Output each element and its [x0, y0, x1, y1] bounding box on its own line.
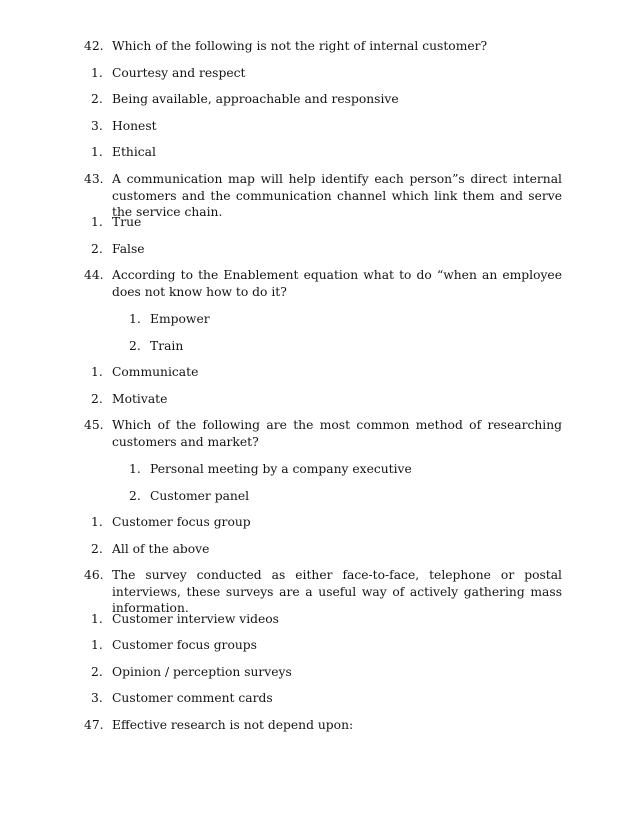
item-number: 1.: [91, 638, 103, 652]
option-text: Motivate: [112, 392, 168, 406]
option-text: Personal meeting by a company executive: [150, 462, 412, 476]
question-text: A communication map will help identify each person”s direct internal customers and the communication channel which link them and serve the service chain.: [112, 172, 562, 219]
option-text: Customer interview videos: [112, 612, 279, 626]
option-text: Ethical: [112, 145, 156, 159]
item-number: 2.: [129, 489, 141, 503]
question-text: According to the Enablement equation what to do “when an employee does not know how to do it?: [112, 268, 562, 299]
option-text: Honest: [112, 119, 157, 133]
item-number: 1.: [91, 145, 103, 159]
option-text: All of the above: [112, 542, 210, 556]
item-number: 46.: [84, 568, 104, 582]
item-number: 1.: [129, 312, 141, 326]
item-number: 1.: [91, 66, 103, 80]
item-number: 2.: [91, 542, 103, 556]
option-text: False: [112, 242, 145, 256]
item-number: 45.: [84, 418, 104, 432]
option-text: Being available, approachable and responsive: [112, 92, 399, 106]
option-text: True: [112, 215, 142, 229]
question-text: The survey conducted as either face-to-face, telephone or postal interviews, these surveys are a useful way of actively gathering mass information.: [112, 568, 562, 615]
item-number: 47.: [84, 718, 104, 732]
item-number: 1.: [129, 462, 141, 476]
item-number: 1.: [91, 612, 103, 626]
option-text: Train: [150, 339, 184, 353]
option-text: Customer focus group: [112, 515, 251, 529]
option-text: Opinion / perception surveys: [112, 665, 292, 679]
question-text: Which of the following is not the right of internal customer?: [112, 39, 488, 53]
option-text: Communicate: [112, 365, 199, 379]
item-number: 44.: [84, 268, 104, 282]
question-text: Which of the following are the most common method of researching customers and market?: [112, 418, 562, 449]
option-text: Customer comment cards: [112, 691, 273, 705]
option-text: Customer panel: [150, 489, 250, 503]
item-number: 3.: [91, 691, 103, 705]
item-number: 2.: [91, 392, 103, 406]
item-number: 1.: [91, 365, 103, 379]
option-text: Customer focus groups: [112, 638, 257, 652]
question-text: Effective research is not depend upon:: [112, 718, 354, 732]
item-number: 2.: [91, 665, 103, 679]
option-text: Courtesy and respect: [112, 66, 246, 80]
item-number: 2.: [91, 242, 103, 256]
item-number: 2.: [129, 339, 141, 353]
item-number: 1.: [91, 215, 103, 229]
item-number: 42.: [84, 39, 104, 53]
option-text: Empower: [150, 312, 210, 326]
item-number: 43.: [84, 172, 104, 186]
item-number: 3.: [91, 119, 103, 133]
item-number: 2.: [91, 92, 103, 106]
item-number: 1.: [91, 515, 103, 529]
